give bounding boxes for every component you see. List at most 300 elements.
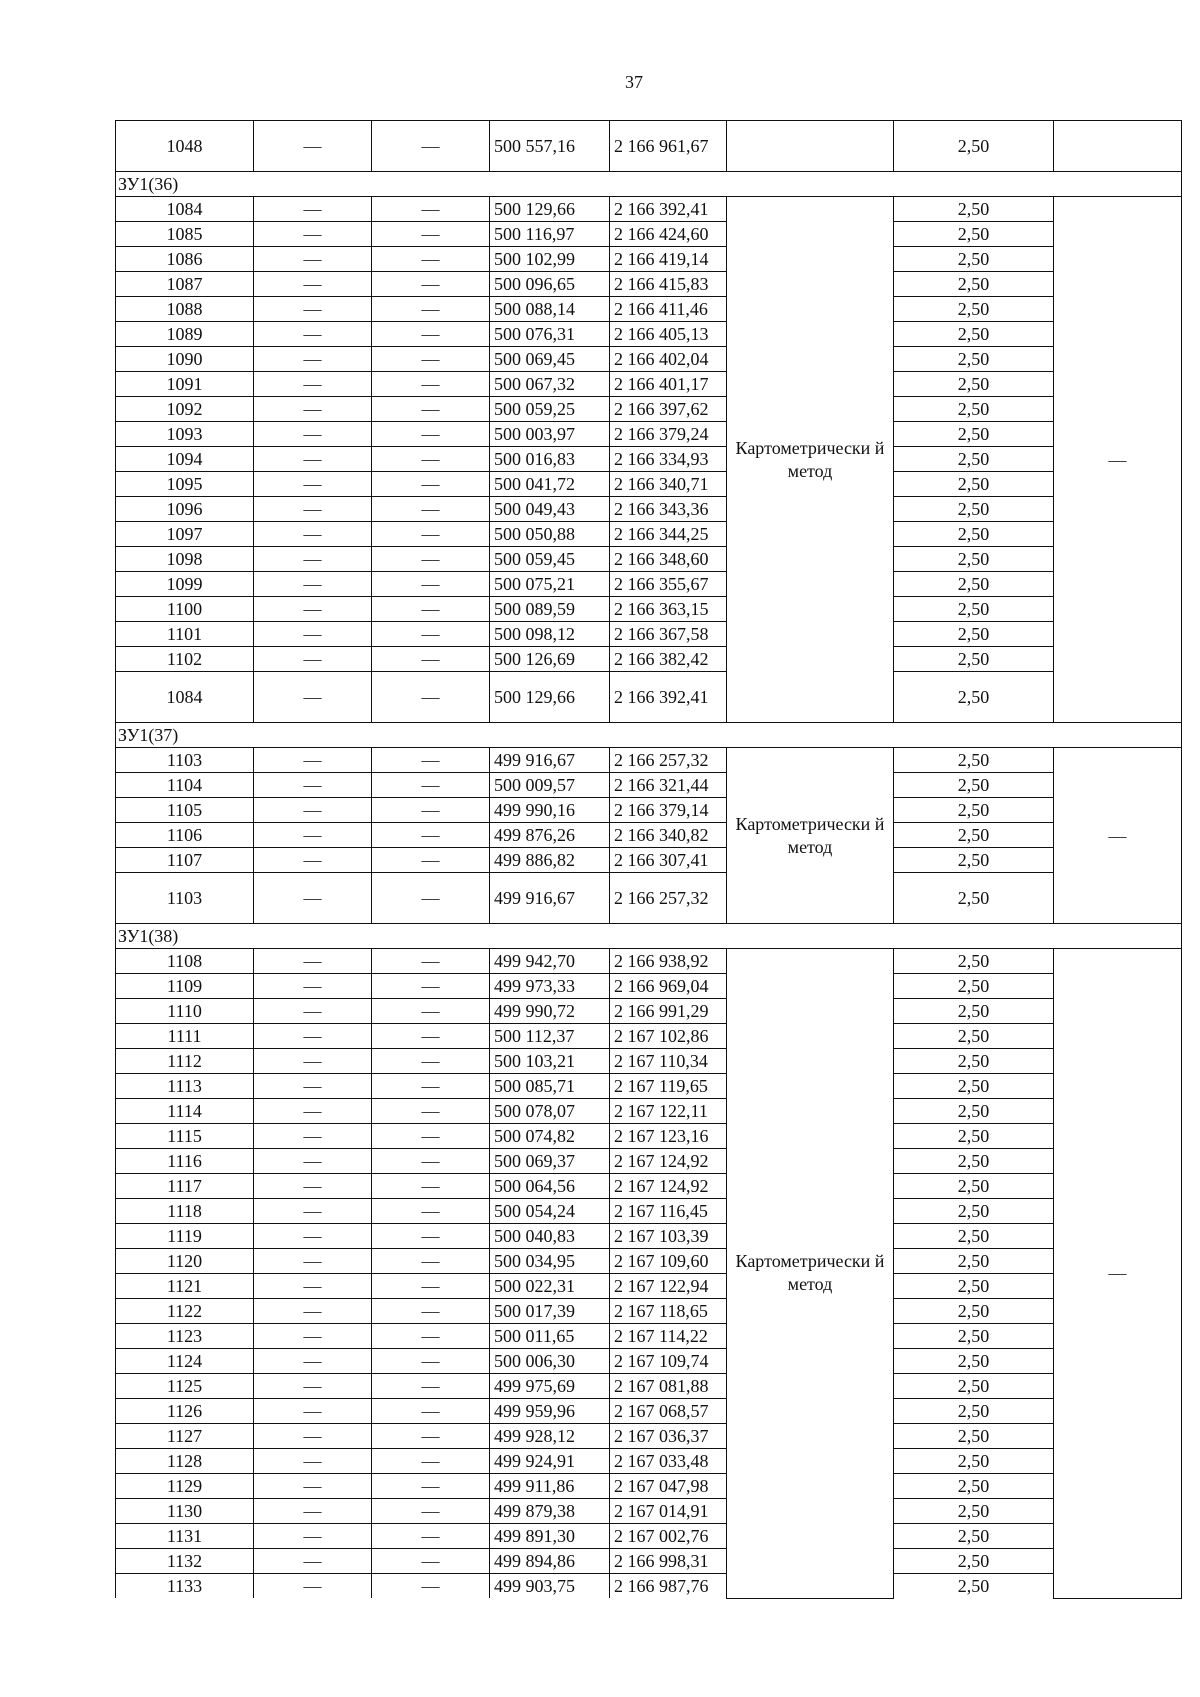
old-y-cell: — — [372, 472, 490, 497]
old-x-cell: — — [254, 572, 372, 597]
old-y-cell: — — [372, 1249, 490, 1274]
x-coordinate-cell: 499 886,82 — [490, 848, 610, 873]
point-number-cell: 1099 — [116, 572, 254, 597]
y-coordinate-cell: 2 167 110,34 — [610, 1049, 727, 1074]
description-cell: — — [1054, 197, 1182, 723]
y-coordinate-cell: 2 167 014,91 — [610, 1499, 727, 1524]
table-row — [116, 1349, 1182, 1374]
old-y-cell: — — [372, 1049, 490, 1074]
old-y-cell: — — [372, 1474, 490, 1499]
point-number-cell: 1089 — [116, 322, 254, 347]
old-x-cell: — — [254, 547, 372, 572]
table-row — [116, 397, 1182, 422]
old-y-cell: — — [372, 447, 490, 472]
point-number-cell: 1106 — [116, 823, 254, 848]
table-row — [116, 121, 1182, 172]
x-coordinate-cell: 499 894,86 — [490, 1549, 610, 1574]
point-number-cell: 1132 — [116, 1549, 254, 1574]
y-coordinate-cell: 2 166 379,24 — [610, 422, 727, 447]
table-row — [116, 823, 1182, 848]
table-row — [116, 1499, 1182, 1524]
precision-cell: 2,50 — [894, 1549, 1054, 1574]
x-coordinate-cell: 500 069,37 — [490, 1149, 610, 1174]
table-row — [116, 1299, 1182, 1324]
y-coordinate-cell: 2 167 118,65 — [610, 1299, 727, 1324]
table-row — [116, 1274, 1182, 1299]
old-y-cell: — — [372, 1024, 490, 1049]
old-x-cell: — — [254, 1274, 372, 1299]
precision-cell: 2,50 — [894, 1499, 1054, 1524]
table-row — [116, 247, 1182, 272]
old-x-cell: — — [254, 121, 372, 172]
precision-cell: 2,50 — [894, 949, 1054, 974]
old-x-cell: — — [254, 472, 372, 497]
table-row — [116, 1524, 1182, 1549]
point-number-cell: 1124 — [116, 1349, 254, 1374]
precision-cell: 2,50 — [894, 748, 1054, 773]
y-coordinate-cell: 2 167 116,45 — [610, 1199, 727, 1224]
y-coordinate-cell: 2 167 047,98 — [610, 1474, 727, 1499]
point-number-cell: 1103 — [116, 873, 254, 924]
precision-cell: 2,50 — [894, 873, 1054, 924]
old-x-cell: — — [254, 1399, 372, 1424]
y-coordinate-cell: 2 166 321,44 — [610, 773, 727, 798]
precision-cell: 2,50 — [894, 247, 1054, 272]
old-y-cell: — — [372, 272, 490, 297]
old-y-cell: — — [372, 1174, 490, 1199]
point-number-cell: 1096 — [116, 497, 254, 522]
group-header-row — [116, 172, 1182, 197]
x-coordinate-cell: 500 006,30 — [490, 1349, 610, 1374]
old-x-cell: — — [254, 1474, 372, 1499]
point-number-cell: 1122 — [116, 1299, 254, 1324]
group-name-cell: ЗУ1(37) — [116, 723, 1182, 748]
old-y-cell: — — [372, 397, 490, 422]
point-number-cell: 1093 — [116, 422, 254, 447]
table-row — [116, 1149, 1182, 1174]
old-x-cell: — — [254, 1149, 372, 1174]
x-coordinate-cell: 499 928,12 — [490, 1424, 610, 1449]
point-number-cell: 1048 — [116, 121, 254, 172]
y-coordinate-cell: 2 166 419,14 — [610, 247, 727, 272]
old-x-cell: — — [254, 798, 372, 823]
precision-cell: 2,50 — [894, 121, 1054, 172]
x-coordinate-cell: 500 011,65 — [490, 1324, 610, 1349]
point-number-cell: 1105 — [116, 798, 254, 823]
x-coordinate-cell: 499 903,75 — [490, 1574, 610, 1599]
x-coordinate-cell: 499 990,72 — [490, 999, 610, 1024]
x-coordinate-cell: 500 103,21 — [490, 1049, 610, 1074]
old-y-cell: — — [372, 1574, 490, 1599]
old-y-cell: — — [372, 748, 490, 773]
table-row — [116, 647, 1182, 672]
table-row — [116, 422, 1182, 447]
y-coordinate-cell: 2 166 424,60 — [610, 222, 727, 247]
table-row — [116, 472, 1182, 497]
table-row — [116, 672, 1182, 723]
page-number: 37 — [625, 72, 643, 92]
group-header-row — [116, 723, 1182, 748]
old-y-cell: — — [372, 497, 490, 522]
old-x-cell: — — [254, 1199, 372, 1224]
x-coordinate-cell: 499 990,16 — [490, 798, 610, 823]
x-coordinate-cell: 500 067,32 — [490, 372, 610, 397]
precision-cell: 2,50 — [894, 622, 1054, 647]
precision-cell: 2,50 — [894, 197, 1054, 222]
x-coordinate-cell: 500 129,66 — [490, 672, 610, 723]
point-number-cell: 1100 — [116, 597, 254, 622]
y-coordinate-cell: 2 167 033,48 — [610, 1449, 727, 1474]
precision-cell: 2,50 — [894, 1224, 1054, 1249]
x-coordinate-cell: 500 059,25 — [490, 397, 610, 422]
old-y-cell: — — [372, 1199, 490, 1224]
precision-cell: 2,50 — [894, 672, 1054, 723]
old-x-cell: — — [254, 1524, 372, 1549]
old-x-cell: — — [254, 622, 372, 647]
group-name-cell: ЗУ1(36) — [116, 172, 1182, 197]
point-number-cell: 1130 — [116, 1499, 254, 1524]
y-coordinate-cell: 2 166 961,67 — [610, 121, 727, 172]
old-x-cell: — — [254, 1174, 372, 1199]
precision-cell: 2,50 — [894, 823, 1054, 848]
x-coordinate-cell: 500 076,31 — [490, 322, 610, 347]
y-coordinate-cell: 2 167 124,92 — [610, 1149, 727, 1174]
old-y-cell: — — [372, 974, 490, 999]
old-y-cell: — — [372, 597, 490, 622]
precision-cell: 2,50 — [894, 572, 1054, 597]
y-coordinate-cell: 2 166 991,29 — [610, 999, 727, 1024]
point-number-cell: 1111 — [116, 1024, 254, 1049]
old-y-cell: — — [372, 322, 490, 347]
old-y-cell: — — [372, 1549, 490, 1574]
old-x-cell: — — [254, 322, 372, 347]
table-row — [116, 1324, 1182, 1349]
point-number-cell: 1114 — [116, 1099, 254, 1124]
y-coordinate-cell: 2 167 109,60 — [610, 1249, 727, 1274]
old-x-cell: — — [254, 222, 372, 247]
point-number-cell: 1107 — [116, 848, 254, 873]
old-x-cell: — — [254, 422, 372, 447]
x-coordinate-cell: 499 924,91 — [490, 1449, 610, 1474]
point-number-cell: 1091 — [116, 372, 254, 397]
old-y-cell: — — [372, 1449, 490, 1474]
x-coordinate-cell: 500 041,72 — [490, 472, 610, 497]
x-coordinate-cell: 500 112,37 — [490, 1024, 610, 1049]
old-x-cell: — — [254, 347, 372, 372]
x-coordinate-cell: 500 078,07 — [490, 1099, 610, 1124]
old-x-cell: — — [254, 1449, 372, 1474]
precision-cell: 2,50 — [894, 773, 1054, 798]
old-x-cell: — — [254, 297, 372, 322]
method-cell: Картометрически й метод — [727, 949, 894, 1599]
x-coordinate-cell: 500 102,99 — [490, 247, 610, 272]
old-y-cell: — — [372, 247, 490, 272]
point-number-cell: 1088 — [116, 297, 254, 322]
point-number-cell: 1129 — [116, 1474, 254, 1499]
point-number-cell: 1090 — [116, 347, 254, 372]
precision-cell: 2,50 — [894, 1374, 1054, 1399]
precision-cell: 2,50 — [894, 1324, 1054, 1349]
old-x-cell: — — [254, 672, 372, 723]
x-coordinate-cell: 500 074,82 — [490, 1124, 610, 1149]
precision-cell: 2,50 — [894, 447, 1054, 472]
y-coordinate-cell: 2 166 415,83 — [610, 272, 727, 297]
y-coordinate-cell: 2 167 081,88 — [610, 1374, 727, 1399]
x-coordinate-cell: 499 942,70 — [490, 949, 610, 974]
old-x-cell: — — [254, 272, 372, 297]
old-y-cell: — — [372, 672, 490, 723]
y-coordinate-cell: 2 166 307,41 — [610, 848, 727, 873]
y-coordinate-cell: 2 166 401,17 — [610, 372, 727, 397]
old-x-cell: — — [254, 999, 372, 1024]
y-coordinate-cell: 2 166 987,76 — [610, 1574, 727, 1599]
old-y-cell: — — [372, 197, 490, 222]
y-coordinate-cell: 2 166 379,14 — [610, 798, 727, 823]
table-row — [116, 1024, 1182, 1049]
point-number-cell: 1103 — [116, 748, 254, 773]
precision-cell: 2,50 — [894, 1424, 1054, 1449]
precision-cell: 2,50 — [894, 472, 1054, 497]
old-x-cell: — — [254, 197, 372, 222]
point-number-cell: 1098 — [116, 547, 254, 572]
old-x-cell: — — [254, 1574, 372, 1599]
coordinates-table — [115, 120, 1182, 1599]
old-y-cell: — — [372, 1224, 490, 1249]
old-x-cell: — — [254, 1324, 372, 1349]
y-coordinate-cell: 2 166 938,92 — [610, 949, 727, 974]
x-coordinate-cell: 500 075,21 — [490, 572, 610, 597]
y-coordinate-cell: 2 167 122,94 — [610, 1274, 727, 1299]
x-coordinate-cell: 500 022,31 — [490, 1274, 610, 1299]
table-row — [116, 1099, 1182, 1124]
precision-cell: 2,50 — [894, 1574, 1054, 1599]
table-row — [116, 1224, 1182, 1249]
method-cell: Картометрически й метод — [727, 748, 894, 924]
point-number-cell: 1113 — [116, 1074, 254, 1099]
table-row — [116, 272, 1182, 297]
old-y-cell: — — [372, 949, 490, 974]
point-number-cell: 1120 — [116, 1249, 254, 1274]
table-row — [116, 1474, 1182, 1499]
point-number-cell: 1085 — [116, 222, 254, 247]
precision-cell: 2,50 — [894, 1449, 1054, 1474]
old-y-cell: — — [372, 1299, 490, 1324]
x-coordinate-cell: 500 085,71 — [490, 1074, 610, 1099]
old-x-cell: — — [254, 1424, 372, 1449]
precision-cell: 2,50 — [894, 1349, 1054, 1374]
precision-cell: 2,50 — [894, 848, 1054, 873]
point-number-cell: 1097 — [116, 522, 254, 547]
old-x-cell: — — [254, 247, 372, 272]
old-x-cell: — — [254, 873, 372, 924]
precision-cell: 2,50 — [894, 222, 1054, 247]
point-number-cell: 1115 — [116, 1124, 254, 1149]
old-x-cell: — — [254, 1299, 372, 1324]
table-row — [116, 1174, 1182, 1199]
old-x-cell: — — [254, 372, 372, 397]
table-row — [116, 949, 1182, 974]
table-row — [116, 547, 1182, 572]
point-number-cell: 1110 — [116, 999, 254, 1024]
x-coordinate-cell: 499 911,86 — [490, 1474, 610, 1499]
x-coordinate-cell: 499 959,96 — [490, 1399, 610, 1424]
y-coordinate-cell: 2 166 363,15 — [610, 597, 727, 622]
old-x-cell: — — [254, 397, 372, 422]
precision-cell: 2,50 — [894, 1474, 1054, 1499]
old-x-cell: — — [254, 748, 372, 773]
old-y-cell: — — [372, 547, 490, 572]
old-y-cell: — — [372, 1074, 490, 1099]
precision-cell: 2,50 — [894, 372, 1054, 397]
precision-cell: 2,50 — [894, 1524, 1054, 1549]
table-row — [116, 974, 1182, 999]
table-row — [116, 873, 1182, 924]
table-row — [116, 1449, 1182, 1474]
precision-cell: 2,50 — [894, 999, 1054, 1024]
point-number-cell: 1126 — [116, 1399, 254, 1424]
point-number-cell: 1117 — [116, 1174, 254, 1199]
old-y-cell: — — [372, 1524, 490, 1549]
point-number-cell: 1128 — [116, 1449, 254, 1474]
old-y-cell: — — [372, 222, 490, 247]
y-coordinate-cell: 2 166 355,67 — [610, 572, 727, 597]
old-y-cell: — — [372, 622, 490, 647]
y-coordinate-cell: 2 166 340,71 — [610, 472, 727, 497]
y-coordinate-cell: 2 166 257,32 — [610, 748, 727, 773]
old-y-cell: — — [372, 1499, 490, 1524]
precision-cell: 2,50 — [894, 297, 1054, 322]
x-coordinate-cell: 500 017,39 — [490, 1299, 610, 1324]
table-row — [116, 1249, 1182, 1274]
table-row — [116, 1049, 1182, 1074]
x-coordinate-cell: 500 054,24 — [490, 1199, 610, 1224]
table-row — [116, 372, 1182, 397]
point-number-cell: 1084 — [116, 672, 254, 723]
x-coordinate-cell: 500 064,56 — [490, 1174, 610, 1199]
old-x-cell: — — [254, 522, 372, 547]
table-row — [116, 1074, 1182, 1099]
x-coordinate-cell: 500 126,69 — [490, 647, 610, 672]
y-coordinate-cell: 2 166 334,93 — [610, 447, 727, 472]
y-coordinate-cell: 2 167 103,39 — [610, 1224, 727, 1249]
table-row — [116, 1424, 1182, 1449]
x-coordinate-cell: 500 088,14 — [490, 297, 610, 322]
table-row — [116, 848, 1182, 873]
old-x-cell: — — [254, 1374, 372, 1399]
point-number-cell: 1109 — [116, 974, 254, 999]
old-x-cell: — — [254, 823, 372, 848]
y-coordinate-cell: 2 166 397,62 — [610, 397, 727, 422]
y-coordinate-cell: 2 166 257,32 — [610, 873, 727, 924]
y-coordinate-cell: 2 166 392,41 — [610, 672, 727, 723]
x-coordinate-cell: 500 050,88 — [490, 522, 610, 547]
old-x-cell: — — [254, 1349, 372, 1374]
old-x-cell: — — [254, 773, 372, 798]
table-row — [116, 322, 1182, 347]
precision-cell: 2,50 — [894, 1199, 1054, 1224]
precision-cell: 2,50 — [894, 347, 1054, 372]
table-row — [116, 1124, 1182, 1149]
old-x-cell: — — [254, 1074, 372, 1099]
x-coordinate-cell: 499 916,67 — [490, 748, 610, 773]
old-y-cell: — — [372, 798, 490, 823]
x-coordinate-cell: 499 876,26 — [490, 823, 610, 848]
y-coordinate-cell: 2 166 402,04 — [610, 347, 727, 372]
old-y-cell: — — [372, 1349, 490, 1374]
old-x-cell: — — [254, 848, 372, 873]
point-number-cell: 1133 — [116, 1574, 254, 1599]
old-x-cell: — — [254, 1224, 372, 1249]
point-number-cell: 1086 — [116, 247, 254, 272]
group-header-row — [116, 924, 1182, 949]
old-y-cell: — — [372, 422, 490, 447]
table-row — [116, 572, 1182, 597]
point-number-cell: 1125 — [116, 1374, 254, 1399]
precision-cell: 2,50 — [894, 647, 1054, 672]
precision-cell: 2,50 — [894, 547, 1054, 572]
precision-cell: 2,50 — [894, 1174, 1054, 1199]
y-coordinate-cell: 2 167 102,86 — [610, 1024, 727, 1049]
y-coordinate-cell: 2 167 119,65 — [610, 1074, 727, 1099]
x-coordinate-cell: 500 009,57 — [490, 773, 610, 798]
point-number-cell: 1095 — [116, 472, 254, 497]
old-y-cell: — — [372, 121, 490, 172]
table-row — [116, 1549, 1182, 1574]
precision-cell: 2,50 — [894, 1299, 1054, 1324]
y-coordinate-cell: 2 167 036,37 — [610, 1424, 727, 1449]
method-cell: Картометрически й метод — [727, 197, 894, 723]
old-x-cell: — — [254, 1099, 372, 1124]
y-coordinate-cell: 2 167 123,16 — [610, 1124, 727, 1149]
precision-cell: 2,50 — [894, 422, 1054, 447]
old-y-cell: — — [372, 647, 490, 672]
x-coordinate-cell: 500 034,95 — [490, 1249, 610, 1274]
table-row — [116, 798, 1182, 823]
old-y-cell: — — [372, 773, 490, 798]
old-y-cell: — — [372, 1124, 490, 1149]
x-coordinate-cell: 500 040,83 — [490, 1224, 610, 1249]
old-x-cell: — — [254, 1499, 372, 1524]
old-y-cell: — — [372, 572, 490, 597]
old-x-cell: — — [254, 1549, 372, 1574]
old-x-cell: — — [254, 1249, 372, 1274]
description-cell: — — [1054, 949, 1182, 1599]
description-cell: — — [1054, 748, 1182, 924]
x-coordinate-cell: 500 089,59 — [490, 597, 610, 622]
old-y-cell: — — [372, 1099, 490, 1124]
old-y-cell: — — [372, 372, 490, 397]
y-coordinate-cell: 2 166 348,60 — [610, 547, 727, 572]
x-coordinate-cell: 500 096,65 — [490, 272, 610, 297]
old-y-cell: — — [372, 347, 490, 372]
table-row — [116, 447, 1182, 472]
old-x-cell: — — [254, 447, 372, 472]
old-y-cell: — — [372, 823, 490, 848]
y-coordinate-cell: 2 166 969,04 — [610, 974, 727, 999]
description-cell — [1054, 121, 1182, 172]
y-coordinate-cell: 2 166 382,42 — [610, 647, 727, 672]
old-x-cell: — — [254, 647, 372, 672]
precision-cell: 2,50 — [894, 522, 1054, 547]
old-x-cell: — — [254, 1024, 372, 1049]
x-coordinate-cell: 500 049,43 — [490, 497, 610, 522]
point-number-cell: 1087 — [116, 272, 254, 297]
old-y-cell: — — [372, 873, 490, 924]
x-coordinate-cell: 500 116,97 — [490, 222, 610, 247]
point-number-cell: 1094 — [116, 447, 254, 472]
y-coordinate-cell: 2 167 124,92 — [610, 1174, 727, 1199]
x-coordinate-cell: 500 557,16 — [490, 121, 610, 172]
